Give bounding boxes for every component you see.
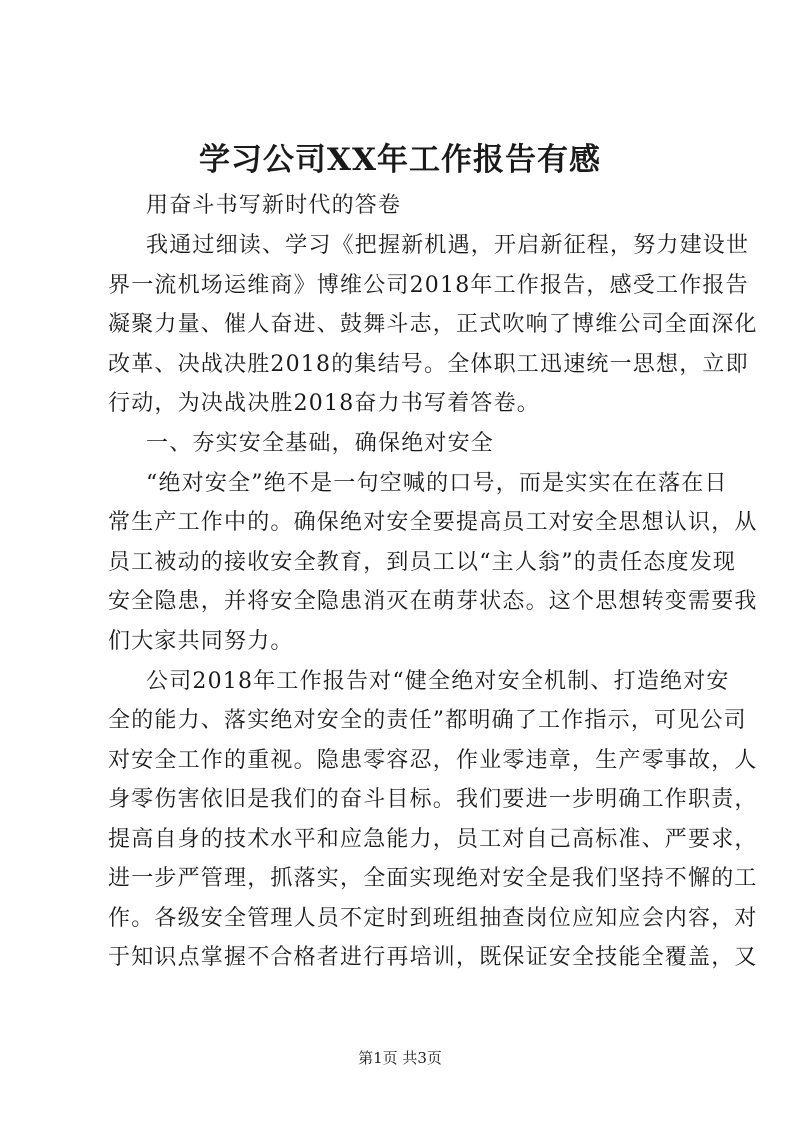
paragraph-line: 们大家共同努力。 xyxy=(108,629,294,654)
paragraph-line: 常生产工作中的。确保绝对安全要提高员工对安全思想认识，从 xyxy=(108,510,758,535)
paragraph-line: 行动，为决战决胜2018奋力书写着答卷。 xyxy=(108,391,540,416)
paragraph-line: 进一步严管理，抓落实，全面实现绝对安全是我们坚持不懈的工 xyxy=(108,866,758,891)
paragraph-line: 身零伤害依旧是我们的奋斗目标。我们要进一步明确工作职责， xyxy=(108,787,758,812)
page-footer: 第1页 共3页 xyxy=(358,1049,442,1067)
paragraph-line: 对安全工作的重视。隐患零容忍，作业零违章，生产零事故，人 xyxy=(108,748,758,773)
paragraph-line: 凝聚力量、催人奋进、鼓舞斗志，正式吹响了博维公司全面深化 xyxy=(108,312,758,337)
paragraph-line: 员工被动的接收安全教育，到员工以“主人翁”的责任态度发现 xyxy=(108,550,737,575)
paragraph-line: 界一流机场运维商》博维公司2018年工作报告，感受工作报告 xyxy=(108,273,749,298)
paragraph-line: 安全隐患，并将安全隐患消灭在萌芽状态。这个思想转变需要我 xyxy=(108,589,758,614)
section-heading: 一、夯实安全基础，确保绝对安全 xyxy=(146,431,495,456)
paragraph-line: 公司2018年工作报告对“健全绝对安全机制、打造绝对安 xyxy=(146,669,730,694)
document-title: 学习公司XX年工作报告有感 xyxy=(198,142,602,178)
paragraph-line: 于知识点掌握不合格者进行再培训，既保证安全技能全覆盖，又 xyxy=(108,945,758,970)
paragraph-line: “绝对安全”绝不是一句空喊的口号，而是实实在在落在日 xyxy=(146,471,728,496)
subtitle-line: 用奋斗书写新时代的答卷 xyxy=(146,193,402,218)
paragraph-line: 全的能力、落实绝对安全的责任”都明确了工作指示，可见公司 xyxy=(108,708,747,733)
paragraph-line: 改革、决战决胜2018的集结号。全体职工迅速统一思想，立即 xyxy=(108,352,749,377)
paragraph-line: 我通过细读、学习《把握新机遇，开启新征程，努力建设世 xyxy=(146,233,750,258)
paragraph-line: 作。各级安全管理人员不定时到班组抽查岗位应知应会内容，对 xyxy=(108,906,758,931)
paragraph-line: 提高自身的技术水平和应急能力，员工对自己高标准、严要求， xyxy=(108,827,758,852)
